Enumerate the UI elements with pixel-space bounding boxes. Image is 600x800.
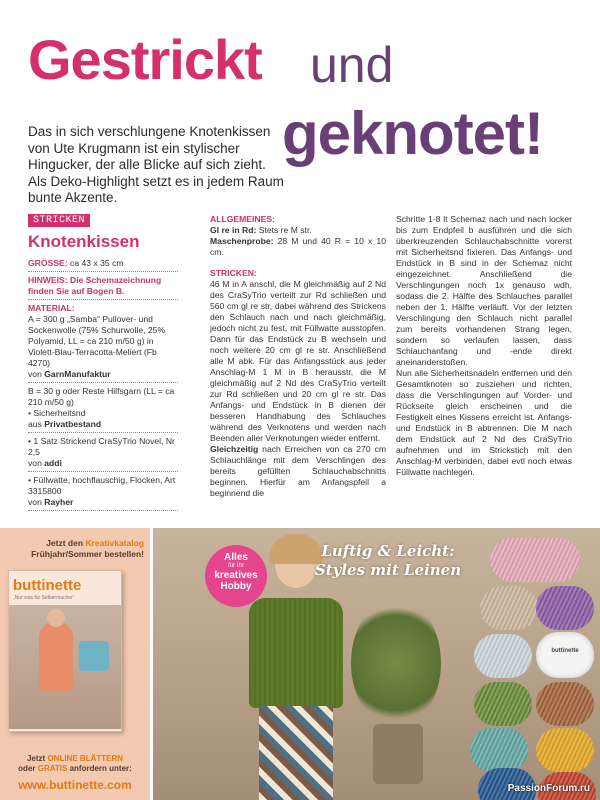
column-3: Schritte 1-8 lt Schemaz nach und nach locker bis zum Endpfeil b ausführen und die sich überkreuzenden Schlauchabschnitte vorerst mit Sicherheitsnd fixieren. Das Anfangs- und Endstück in B sind in der Schemaz nicht eingezeichnet. Anschließend die Verschlingungen noch 1x genauso wdh, sodass die 2. Hälfte des Schlauches parallel neben der 1. Hälfte verläuft. Vor der letzten Verschlingung den Schlauch nicht parallel zum bereits vorhandenen Strang legen, sondern so verlaufen lassen, dass Schlauchanfang und -ende direkt aneinanderstoßen. Nun alle Sicherheitsnadeln entfernen und den Gesamtknoten so zusziehen und richten, dass die Verschlingungen auf Vorder- und Rückseite gleich erscheinen und die Festigkeit eines Kissens erreicht ist. Anfangs- und Endstück in B abtrennen. Die M nach dem Endstück auf 2 Nd des CraSyTrio aufnehmen und im Strickstich mit den Anschlag-M verbinden, dabei evtl noch etwas Füllwatte nachlegen.: [396, 214, 572, 477]
category-tag: STRICKEN: [28, 214, 90, 227]
yarn-label: buttinette: [551, 648, 579, 654]
watermark: PassionForum.ru: [507, 783, 590, 794]
column-1: GRÖSSE: ca 43 x 35 cm HINWEIS: Die Schemazeichnung finden Sie auf Bogen B. MATERIAL: A = 300 g „Samba“ Pullover- und Sockenwolle (75% Schurwolle, 25% Polyamid, LL = ca 210 m/50 g) in Violett-Blau-Terracotta-Meliert (Fb 4270) von GarnManufaktur B = 30 g oder Reste Hilfsgarn (LL = ca 210 m/50 g) • Sicherheitsnd aus Privatbestand • 1 Satz Strickend CraSyTrio Novel, Nr 2,5 von addi • Füllwatte, hochflauschig, Flocken, Art 3315800 von Rayher: [28, 258, 178, 514]
catalog-cover[interactable]: buttinette „Nur was für Selbermacher“: [8, 570, 122, 732]
column-2: ALLGEMEINES: Gl re in Rd: Stets re M str. Maschenprobe: 28 M und 40 R = 10 x 10 cm. STRICKEN: 46 M in A anschl, die M gleichmäßig auf 2 Nd des CraSyTrio verteilt zur Rd schließen und 560 cm gl re str, dabei während des Strickens den Schlauch nach und nach gleichmäßig, jedoch nicht zu fest, mit Füllwatte ausstopfen. Dann für das Endstück zu B wechseln und noch weitere 20 cm gl re str. Anschließend alle M abk. Für das Anfangsstück aus jeder Anschlag-M 1 M in B herausstr, die M gleichmäßig auf 2 Nd des CraSyTrio verteilt zur Rd schließen und 20 cm gl re str. Das Anfangs- und Endstück in B dienen der besseren Handhabung des Schlauches während des Verknotens und werden nach Beenden aller Verknotungen wieder entfernt. Gleichzeitig nach Erreichen von ca 270 cm Schlauchlänge mit dem Verschlingen des bereits gefüllten Schlauchabschnitts beginnen. Hierfür am Anfangspfeil a beginnend die: [210, 214, 386, 498]
slogan-line2: Styles mit Leinen: [314, 561, 462, 579]
slogan-line1: Luftig & Leicht:: [321, 542, 455, 560]
hinweis: HINWEIS: Die Schemazeichnung finden Sie auf Bogen B.: [28, 275, 162, 296]
headline-geknotet: geknotet!: [282, 100, 543, 167]
intro-text: Das in sich verschlungene Knotenkissen von Ute Krugmann ist ein stylischer Hingucker, der alle Blicke auf sich zieht. Als Deko-Highlight setzt es in jedem Raum bunte Akzente.: [28, 124, 284, 205]
headline-gestrickt: Gestrickt: [28, 28, 262, 91]
headline-und: und: [310, 37, 394, 93]
ad-catalog-panel[interactable]: Jetzt den Kreativkatalog Frühjahr/Sommer bestellen! buttinette „Nur was für Selbermacher“ Jetzt ONLINE BLÄTTERN oder GRATIS anfordern unter: www.buttinette.com: [0, 528, 150, 800]
yarn-stack: [450, 528, 600, 800]
ad-url-link[interactable]: www.buttinette.com: [18, 778, 132, 792]
article-title: Knotenkissen: [28, 232, 140, 251]
hobby-badge[interactable]: Alles für Ihr kreatives Hobby: [205, 545, 267, 607]
